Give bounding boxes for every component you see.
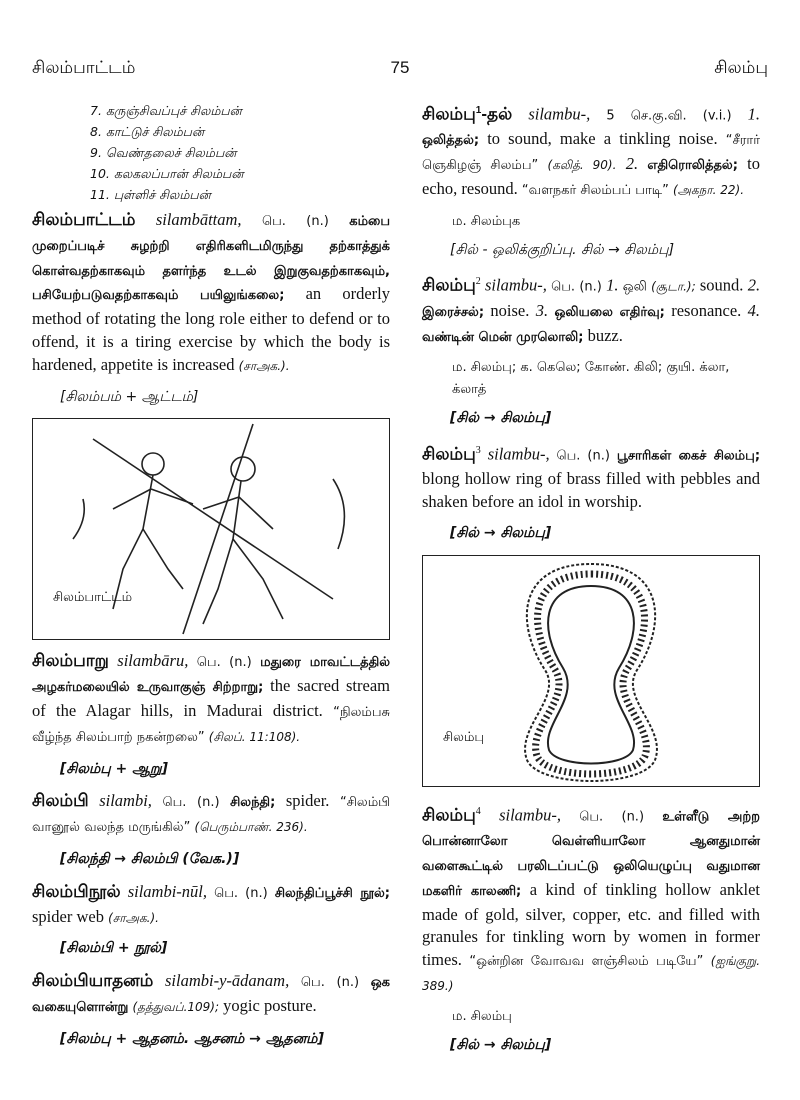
english-definition: blong hollow ring of brass filled with pebbles and shaken before an idol in worship. (422, 469, 760, 512)
transliteration: silambu-, (528, 104, 591, 124)
headword: சிலம்பிநூல் (32, 881, 121, 901)
entry-silambi (32, 790, 390, 840)
english-definition: a kind of tinkling hollow anklet made of gold, silver, copper, etc. and filled with granules for tinkling worn by women in former times. (422, 879, 761, 970)
source-reference: (ஐங்குறு. 389.) (422, 954, 761, 993)
tamil-definition: சிலந்திப்பூச்சி நூல்; (274, 885, 391, 901)
transliteration: silambu-, (487, 444, 550, 464)
transliteration: silambāru, (117, 651, 189, 671)
part-of-speech: பெ. (n.) (196, 655, 252, 671)
sense-number: 1. (747, 104, 761, 124)
cognates-note: ம. சிலம்பு (452, 1008, 512, 1024)
english-definition: to echo, resound. (422, 154, 760, 198)
part-of-speech: 5 செ.கு.வி. (v.i.) (606, 108, 732, 124)
source-reference: (அகநா. 22). (672, 182, 745, 197)
sense-number: 1. (606, 275, 619, 295)
transliteration: silambāttam, (155, 210, 242, 229)
tamil-definition: சிலந்தி; (230, 795, 276, 811)
figure-caption: சிலம்பாட்டம் (53, 589, 133, 605)
left-column (32, 100, 390, 1061)
english-definition: noise. (490, 300, 530, 320)
quotation: “நிலம்பசு வீழ்ந்த சிலம்பாற் நகன்றலை” (32, 704, 390, 745)
tamil-definition: ஒலியலை எதிர்வு; (554, 304, 665, 320)
etymology: [சில் → சிலம்பு] (450, 410, 552, 427)
transliteration: silambi-nūl, (127, 881, 207, 901)
etymology: [சிலம்பு + ஆதனம். ஆசனம் → ஆதனம்] (60, 1030, 324, 1047)
tamil-definition: பூசாரிகள் கைச் சிலம்பு; (616, 448, 761, 464)
etymology: [சிலந்தி → சிலம்பி (வேக.)] (60, 850, 240, 867)
list-item: 8. காட்டுச் சிலம்பன் (90, 124, 205, 139)
homonym-number: 2 (475, 276, 481, 288)
transliteration: silambi-y-ādanam, (165, 971, 290, 991)
part-of-speech: பெ. (n.) (551, 279, 602, 295)
entry-silambu-thal (422, 100, 760, 203)
cognates-note: ம. சிலம்பு; க. கெலெ; கோண். கிலி; குயி. க்லா, க்லாத் (452, 360, 730, 398)
part-of-speech: பெ. (n.) (162, 795, 220, 811)
tamil-definition: கம்பை முறைப்படிச் சுழற்றி எதிரிகளிடமிருந்து தற்காத்துக் கொள்வதற்காகவும் தளர்ந்த உடல் இறுகுவதற்காகவும், பசியேற்படுவதற்காகவும் பயிலுங்கலை; (32, 214, 391, 304)
part-of-speech: பெ. (n.) (261, 214, 329, 229)
transliteration: silambi, (99, 791, 152, 811)
anklet-illustration (423, 556, 759, 786)
source-reference: (சாஅக.). (108, 910, 159, 925)
etymology: [சிலம்பம் + ஆட்டம்] (60, 388, 199, 405)
etymology: [சில் - ஒலிக்குறிப்பு. சில் → சிலம்பு] (450, 241, 675, 258)
part-of-speech: பெ. (n.) (300, 975, 360, 991)
sense-number: 2. (625, 154, 639, 174)
etymology: [சில் → சிலம்பு] (450, 1036, 552, 1053)
tamil-definition: உள்ளீடு அற்ற பொன்னாலோ வெள்ளியாலோ ஆனதுமான் வளைகூட்டில் பரலிடப்பட்டு ஒலியெழுப்பு வதுமான மகளிர் காலணி; (422, 809, 761, 899)
tamil-definition: எதிரொலித்தல்; (647, 158, 738, 174)
list-item: 10. கலகலப்பான் சிலம்பன் (90, 166, 244, 181)
source-reference: (சூடா.); (651, 279, 696, 294)
source-reference: (கலித். 90). (547, 158, 617, 173)
etymology: [சில் → சிலம்பு] (450, 525, 552, 542)
list-item: 9. வெண்தலைச் சிலம்பன் (90, 145, 237, 160)
tamil-definition: இரைச்சல்; (422, 304, 485, 320)
transliteration: silambu-, (499, 805, 561, 825)
english-definition: an orderly method of rotating the long role either to defend or to offend, it is a tiring exercise by which the body is hardened, appetite is increased (32, 284, 390, 374)
tamil-definition: ஒலித்தல்; (422, 133, 480, 149)
english-definition: sound. (699, 275, 744, 295)
figure-silambu (422, 555, 760, 787)
headword: சிலம்பு (422, 444, 476, 464)
continued-list (32, 100, 390, 205)
quotation: “ஒன்றின வோவவ ளஞ்சிலம் படியே” (469, 954, 704, 970)
quotation: “வளநகர் சிலம்பப் பாடி” (521, 182, 669, 198)
headword: சிலம்பாறு (32, 651, 109, 671)
running-head-right: சிலம்பு (714, 58, 768, 77)
page-number: 75 (390, 58, 410, 77)
transliteration: silambu-, (485, 275, 547, 295)
headword: சிலம்பியாதனம் (32, 971, 154, 991)
part-of-speech: பெ. (n.) (556, 448, 610, 464)
running-head-left: சிலம்பாட்டம் (32, 58, 136, 77)
headword: சிலம்பி (32, 791, 89, 811)
english-definition: buzz. (587, 325, 623, 345)
source-reference: (தத்துவப்.109); (132, 999, 220, 1014)
entry-silambiyathanam (32, 970, 390, 1020)
entry-silambaru (32, 650, 390, 749)
headword: சிலம்பு (422, 104, 476, 124)
list-item: 11. புள்ளிச் சிலம்பன் (90, 187, 211, 202)
homonym-number: 4 (475, 805, 481, 817)
list-item: 7. கருஞ்சிவப்புச் சிலம்பன் (90, 103, 242, 118)
homonym-number: 1 (475, 105, 482, 116)
english-definition: to sound, make a tinkling noise. (487, 129, 718, 149)
english-definition: spider web (32, 906, 104, 926)
sense-number: 2. (747, 275, 761, 295)
headword-suffix: -தல் (481, 104, 513, 124)
figure-caption: சிலம்பு (443, 730, 485, 746)
headword: சிலம்பு (422, 275, 476, 295)
entry-silambinul (32, 881, 390, 930)
entry-silambu-4 (422, 801, 760, 998)
tamil-definition: மதுரை மாவட்டத்தில் அழகர்மலையில் உருவாகுஞ் சிற்றாறு; (32, 655, 391, 696)
entry-silambu-2 (422, 271, 760, 349)
english-definition: resonance. (671, 300, 742, 320)
etymology: [சிலம்பி + நூல்] (60, 940, 168, 957)
english-definition: the sacred stream of the Alagar hills, in Madurai district. (32, 676, 390, 720)
headword: சிலம்பாட்டம் (32, 210, 136, 229)
quotation: “சிலம்பி வானூல் வலந்த மருங்கில்” (32, 795, 391, 836)
etymology: [சிலம்பு + ஆறு] (60, 760, 168, 777)
part-of-speech: பெ. (n.) (579, 809, 645, 825)
sense-number: 4. (747, 300, 761, 320)
source-reference: (பெரும்பாண். 236). (194, 820, 308, 835)
tamil-definition: வண்டின் மென் முரலொலி; (422, 329, 584, 345)
tamil-definition: ஒலி (622, 279, 647, 295)
source-reference: (சாஅக.). (238, 358, 290, 373)
tamil-definition: ஒக வகையுளொன்று (32, 975, 390, 1015)
entry-silambattam (32, 209, 390, 378)
figure-silambattam (32, 418, 390, 640)
sense-number: 3. (535, 300, 549, 320)
english-definition: spider. (285, 791, 330, 811)
part-of-speech: பெ. (n.) (214, 885, 268, 901)
entry-silambu-3 (422, 440, 760, 514)
english-definition: yogic posture. (223, 995, 317, 1015)
source-reference: (சிலப். 11:108). (208, 729, 301, 744)
headword: சிலம்பு (422, 805, 476, 825)
homonym-number: 3 (475, 445, 481, 457)
cognates-note: ம. சிலம்புக (452, 213, 521, 229)
quotation: “சீரார் ஞெகிழஞ் சிலம்ப” (422, 133, 760, 174)
right-column (422, 100, 760, 1067)
